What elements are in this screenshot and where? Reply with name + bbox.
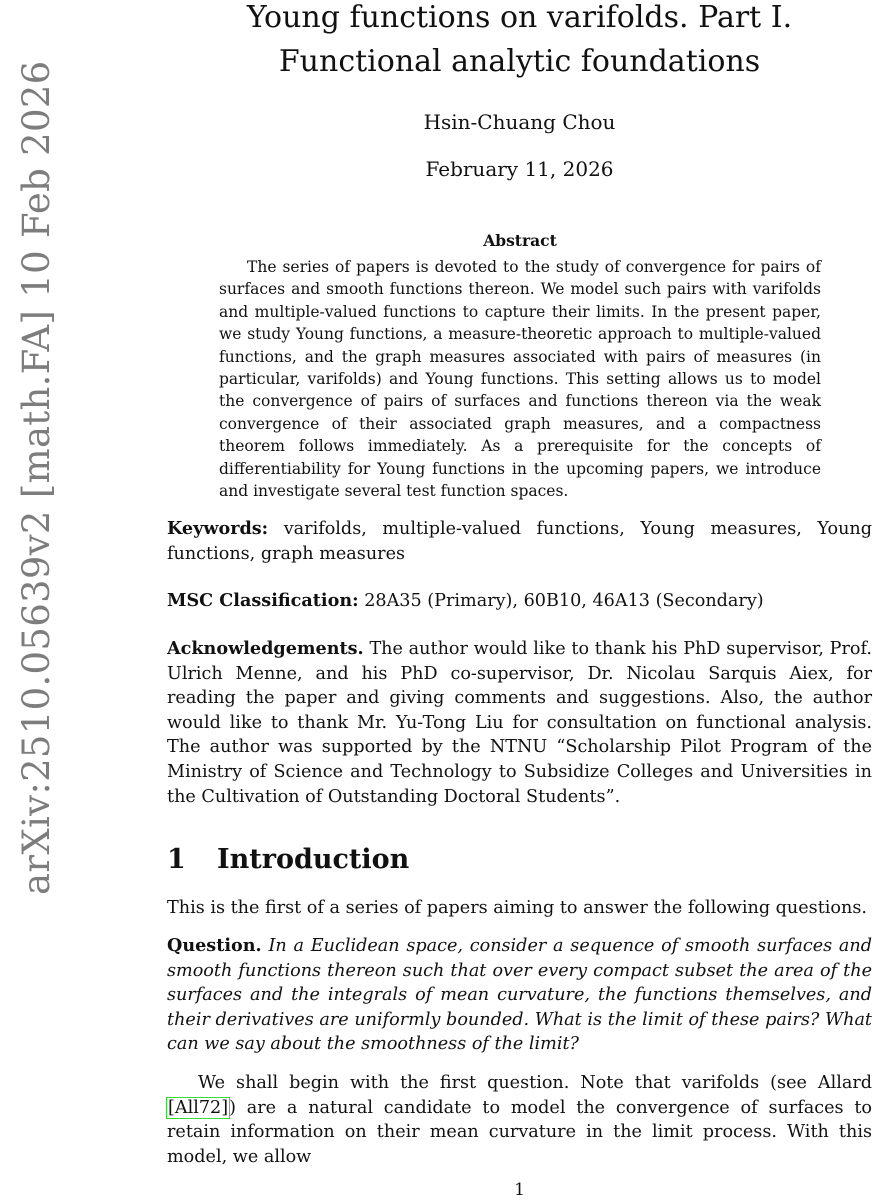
- section-number: 1: [167, 844, 186, 875]
- msc-label: MSC Classification:: [167, 590, 359, 611]
- section-heading-introduction: [167, 840, 872, 880]
- arxiv-identifier: arXiv:2510.05639v2 [math.FA] 10 Feb 2026: [15, 60, 58, 895]
- paper-page: [167, 0, 872, 1200]
- abstract-text: The series of papers is devoted to the study of convergence for pairs of surfaces and smooth functions thereon. We model such pairs with varifolds and multiple-valued functions to capture their limits. In the present paper, we study Young functions, a measure-theoretic approach to multiple-valued functions, and the graph measures associated with pairs of measures (in particular, varifolds) and Young functions. This setting allows us to model the convergence of pairs of surfaces and functions thereon via the weak convergence of their associated graph measures, and a compactness theorem follows immediately. As a prerequisite for the concepts of differentiability for Young functions in the upcoming papers, we introduce and investigate several test function spaces.: [219, 258, 821, 501]
- question-label: Question.: [167, 935, 262, 956]
- abstract-heading: Abstract: [483, 231, 557, 250]
- paragraph-text-start: We shall begin with the first question. Note that varifolds (see Allard: [198, 1073, 872, 1093]
- body-paragraph: [167, 1071, 872, 1169]
- msc-text: 28A35 (Primary), 60B10, 46A13 (Secondary): [364, 591, 764, 611]
- author-name: Hsin-Chuang Chou: [423, 110, 616, 134]
- question-paragraph: [167, 934, 872, 1057]
- intro-paragraph: This is the first of a series of papers aiming to answer the following questions.: [167, 898, 867, 918]
- paragraph-text-end: ) are a natural candidate to model the convergence of surfaces to retain information on their mean curvature in the limit process. With this model, we allow: [167, 1097, 872, 1167]
- acknowledgements: [167, 637, 872, 809]
- abstract: [219, 230, 821, 502]
- section-title: Introduction: [217, 844, 410, 875]
- citation-link-all72[interactable]: [All72]: [168, 1097, 229, 1118]
- acknowledgements-text: The author would like to thank his PhD supervisor, Prof. Ulrich Menne, and his PhD co-supervisor, Dr. Nicolau Sarquis Aiex, for reading the paper and giving comments and suggestions. Also, the author would like to thank Mr. Yu-Tong Liu for consultation on functional analysis. The author was supported by the NTNU “Scholarship Pilot Program of the Ministry of Science and Technology to Subsidize Colleges and Universities in the Cultivation of Outstanding Doctoral Students”.: [167, 639, 873, 807]
- question-text: In a Euclidean space, consider a sequence of smooth surfaces and smooth functions thereon such that over every compact subset the area of the surfaces and the integrals of mean curvature, the functions themselves, and their derivatives are uniformly bounded. What is the limit of these pairs? What can we say about the smoothness of the limit?: [167, 936, 872, 1055]
- arxiv-sidebar: [0, 0, 58, 1200]
- paper-title: Young functions on varifolds. Part I. Functional analytic foundations: [246, 0, 793, 79]
- keywords-text: varifolds, multiple-valued functions, Young measures, Young functions, graph measures: [167, 519, 872, 564]
- publication-date: February 11, 2026: [425, 157, 614, 181]
- keywords-label: Keywords:: [167, 518, 269, 539]
- keywords: [167, 517, 872, 566]
- page-number: 1: [514, 1180, 525, 1200]
- acknowledgements-label: Acknowledgements.: [167, 638, 364, 659]
- msc-classification: [167, 589, 872, 614]
